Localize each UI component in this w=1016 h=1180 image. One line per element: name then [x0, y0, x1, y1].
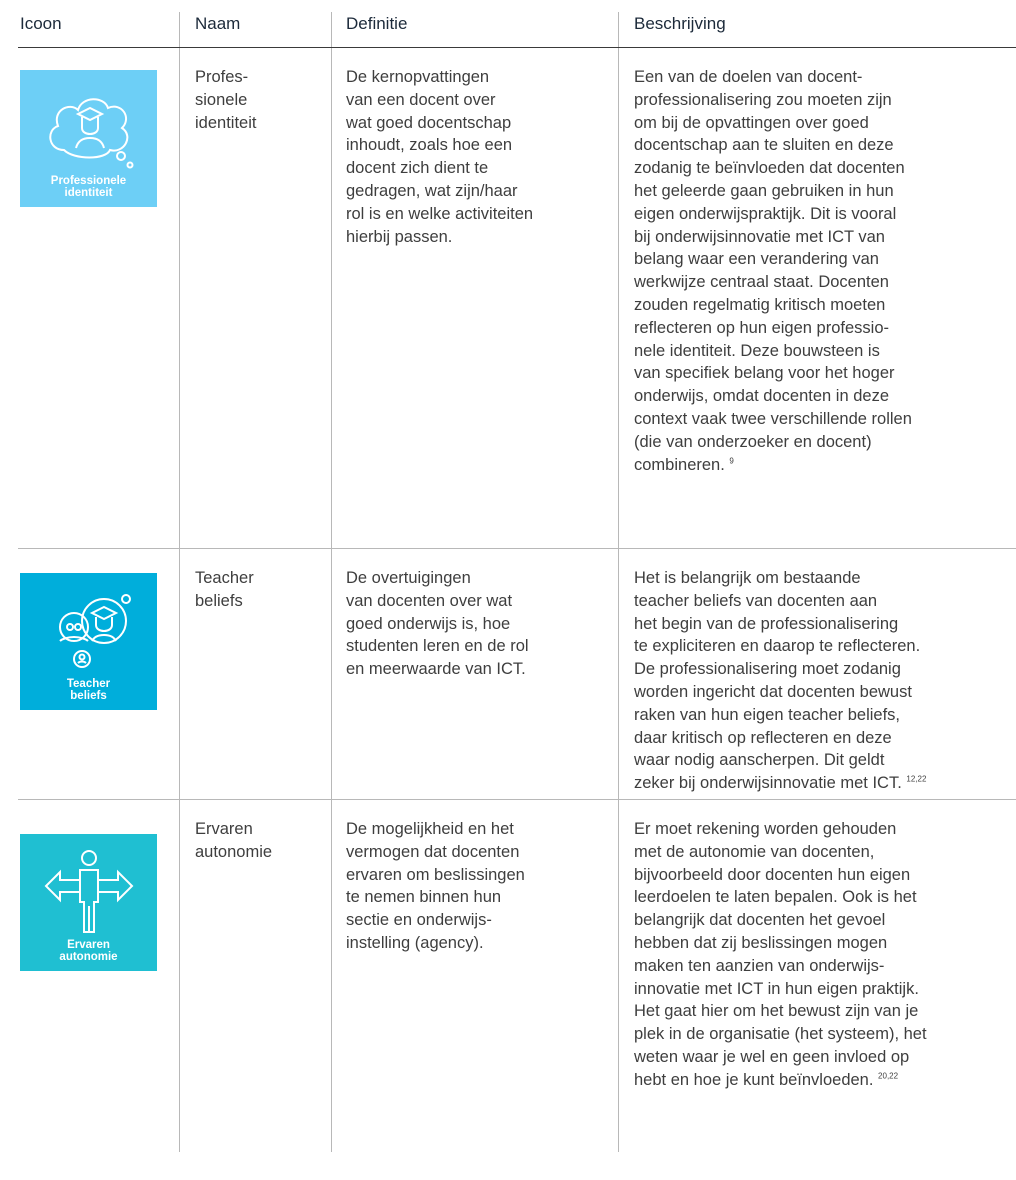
row-name: Profes- sionele identiteit [195, 68, 257, 132]
column-separator-3 [618, 12, 619, 1152]
row-divider [18, 548, 1016, 549]
reference-superscript: 12,22 [906, 774, 927, 784]
icon-tile-ervaren-autonomie [20, 834, 157, 971]
header-beschrijving: Beschrijving [634, 14, 726, 33]
icon-tile-teacher-beliefs [20, 573, 157, 710]
person-arrows-autonomy-icon [34, 844, 144, 936]
row-name: Ervaren autonomie [195, 820, 273, 861]
column-separator-2 [331, 12, 332, 1152]
row-description [634, 66, 912, 476]
header-naam: Naam [195, 14, 241, 33]
row-name: Teacher beliefs [195, 569, 254, 610]
row-definition: De overtuigingen van docenten over wat goed onderwijs is, hoe studenten leren en de rol en meerwaarde van ICT. [346, 569, 529, 679]
description-text: Een van de doelen van docent- professionalisering zou moeten zijn om bij de opvattingen over goed docentschap aan te sluiten en deze zodanig te beïnvloeden dat docenten het geleerde gaan gebruiken in hun eigen onderwijspraktijk. Dit is vooral bij onderwijsinnovatie met ICT van belang waar een verandering van werkwijze centraal staat. Docenten zouden regelmatig kritisch moeten reflecteren op hun eigen professio- nele identiteit. Deze bouwsteen is van specifiek belang voor het hoger onderwijs, omdat docenten in deze context vaak twee verschillende rollen (die van onderzoeker en docent) combineren. [634, 68, 912, 474]
description-text: Er moet rekening worden gehouden met de autonomie van docenten, bijvoorbeeld door docenten hun eigen leerdoelen te laten bepalen. Ook is het belangrijk dat docenten het gevoel hebben dat zij beslissingen mogen maken ten aanzien van onderwijs- innovatie met ICT in hun eigen praktijk. Het gaat hier om het bewust zijn van je plek in de organisatie (het systeem), het weten waar je wel en geen invloed op hebt en hoe je kunt beïnvloeden. [634, 820, 927, 1089]
teacher-beliefs-people-icon [34, 583, 144, 675]
column-separator-1 [179, 12, 180, 1152]
reference-superscript: 9 [729, 456, 734, 466]
header-definitie: Definitie [346, 14, 408, 33]
icon-tile-professionele-identiteit [20, 70, 157, 207]
row-description [634, 818, 1016, 1092]
icon-label: Teacher beliefs [66, 678, 111, 702]
icon-label: Ervaren autonomie [59, 939, 118, 963]
row-definition: De kernopvattingen van een docent over wat goed docentschap inhoudt, zoals hoe een docent zich dient te gedragen, wat zijn/haar rol is en welke activiteiten hierbij passen. [346, 68, 534, 246]
thought-cloud-graduate-icon [34, 80, 144, 172]
row-definition: De mogelijkheid en het vermogen dat docenten ervaren om beslissingen te nemen binnen hun sectie en onderwijs- instelling (agency). [346, 820, 525, 952]
icon-label: Professionele identiteit [50, 175, 127, 199]
header-divider [18, 47, 1016, 48]
header-icoon: Icoon [20, 14, 62, 33]
row-divider [18, 799, 1016, 800]
description-text: Het is belangrijk om bestaande teacher beliefs van docenten aan het begin van de professionalisering te expliciteren en daarop te reflecteren. De professionalisering moet zodanig worden ingericht dat docenten bewust raken van hun eigen teacher beliefs, daar kritisch op reflecteren en deze waar nodig aanscherpen. Dit geldt zeker bij onderwijsinnovatie met ICT. [634, 569, 921, 793]
row-description [634, 567, 1016, 795]
reference-superscript: 20,22 [878, 1071, 899, 1081]
